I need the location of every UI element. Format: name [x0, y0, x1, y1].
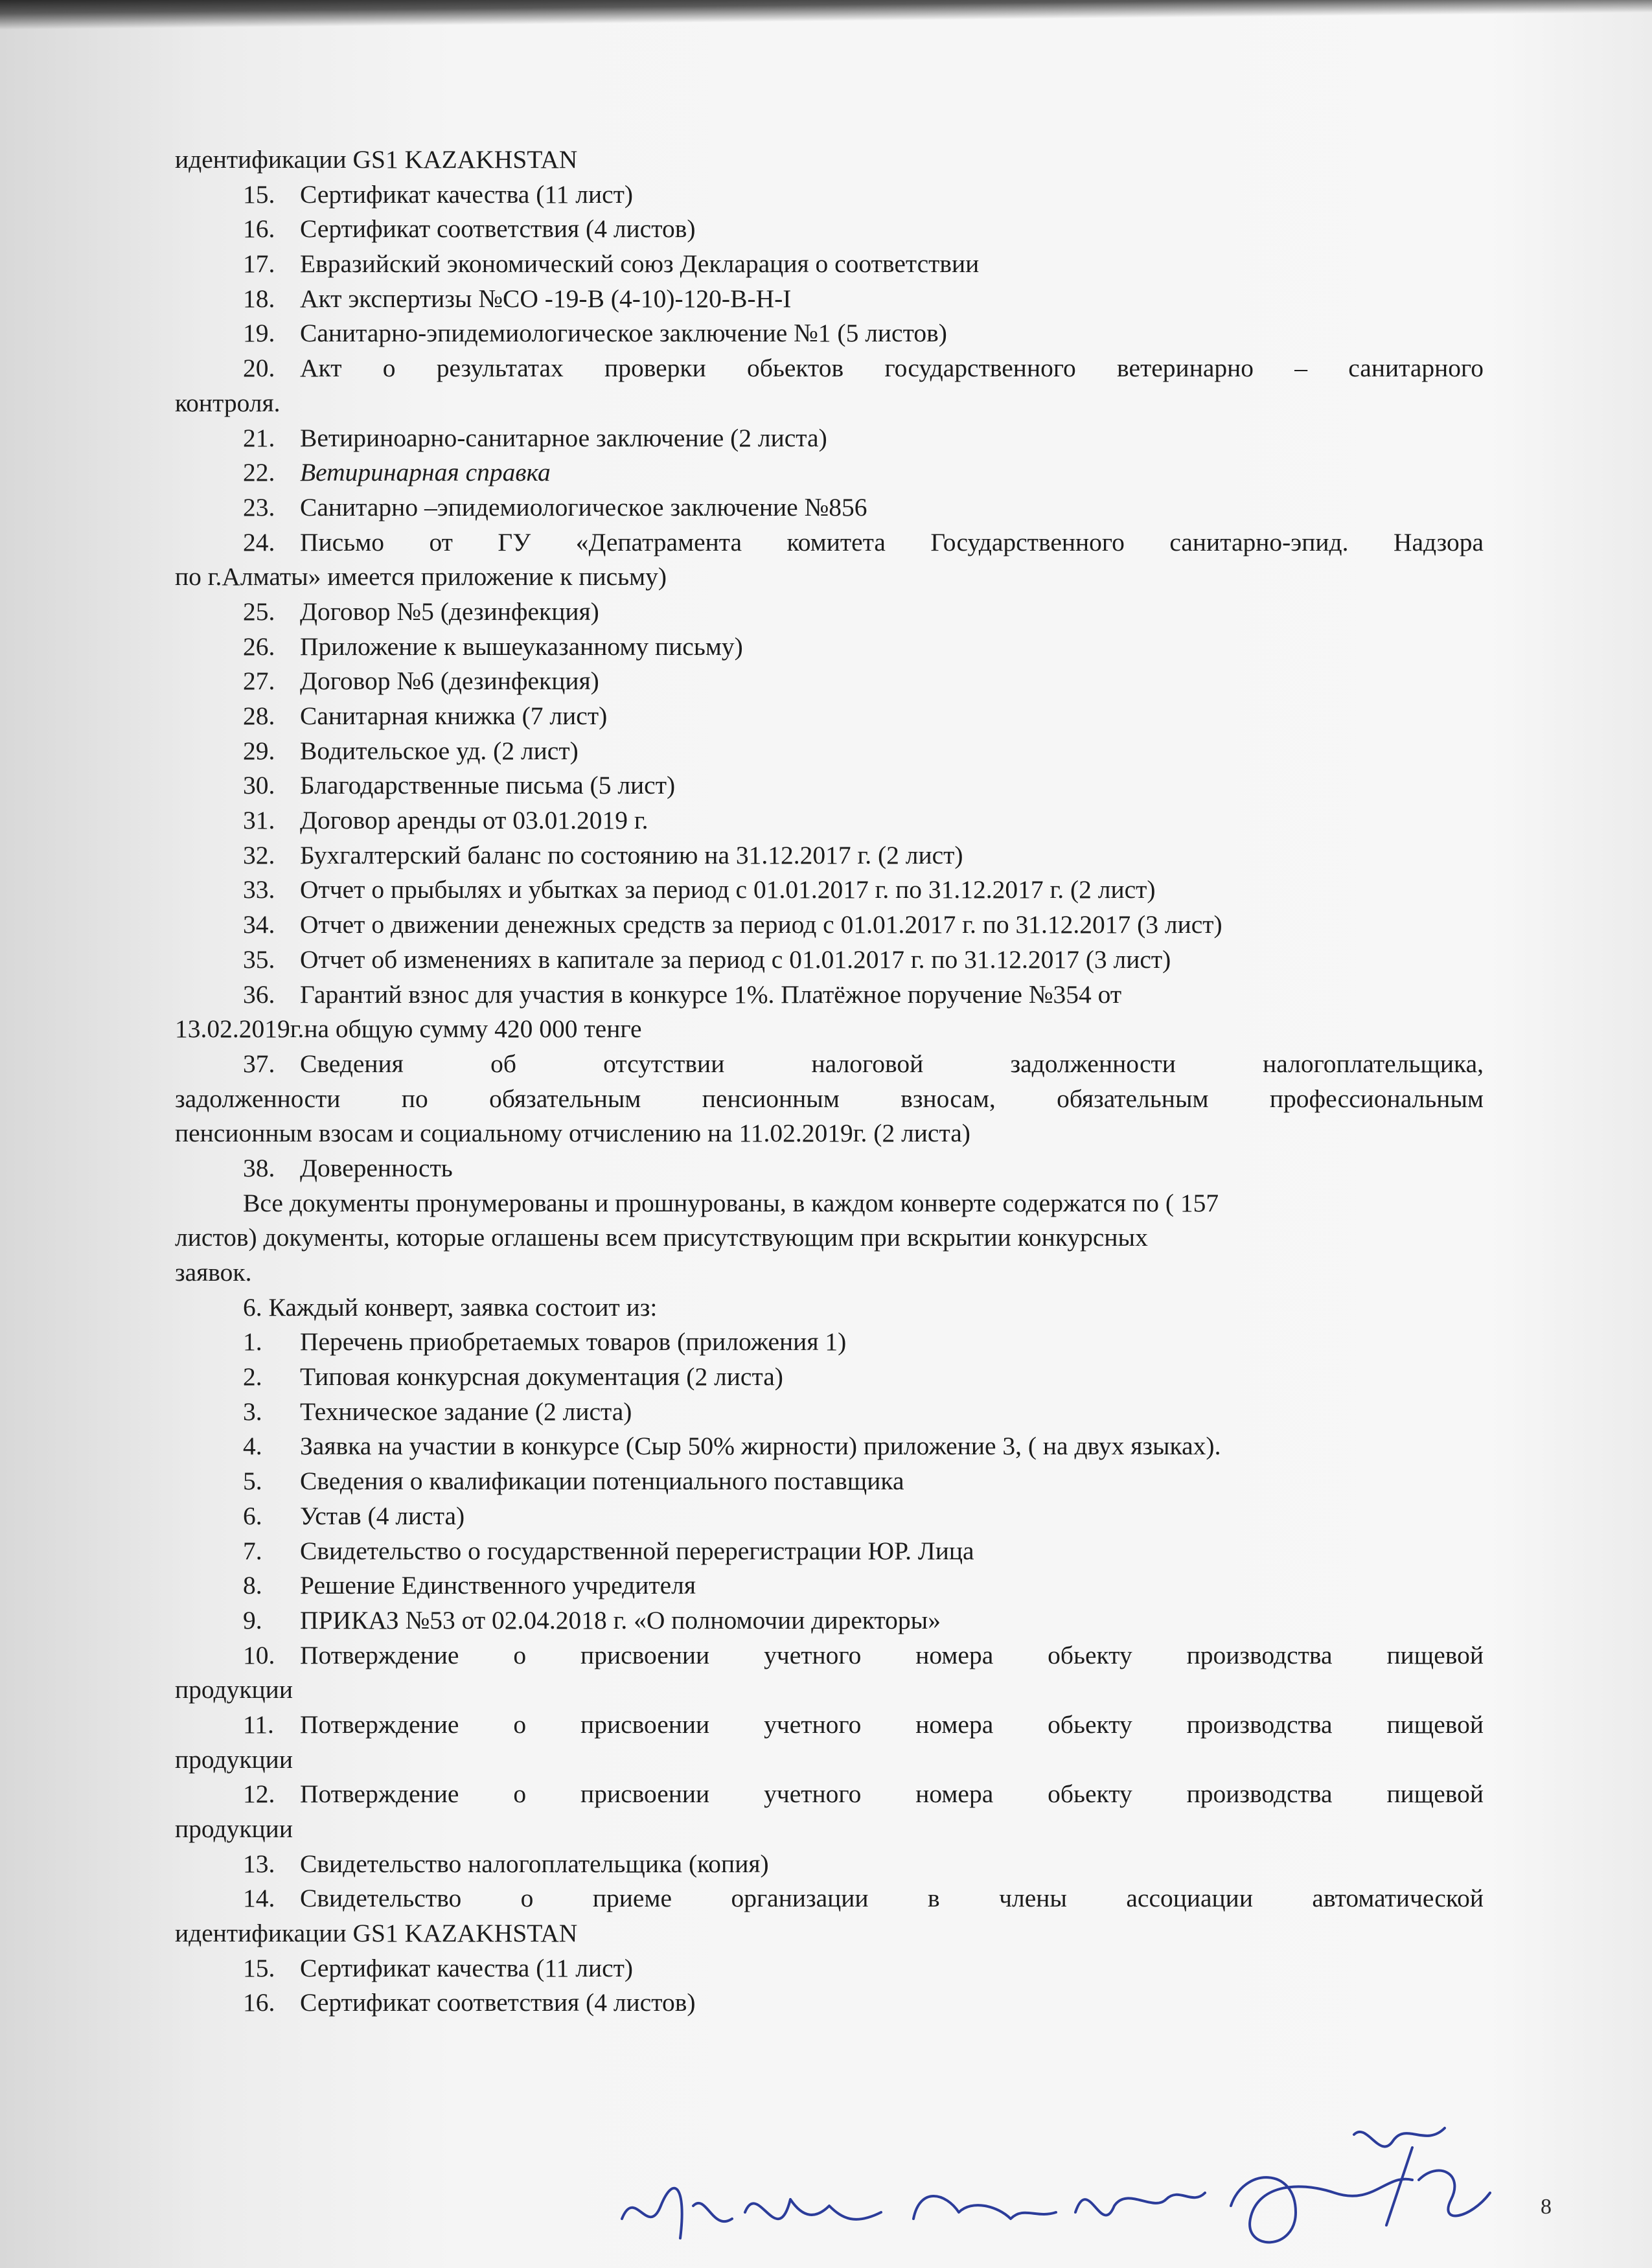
list-item [175, 490, 1484, 525]
line-text: Техническое задание (2 листа) [300, 1397, 632, 1426]
text-line [175, 560, 1484, 595]
line-text: Сертификат соответствия (4 листов) [300, 1988, 696, 2017]
item-number: 20. [243, 354, 275, 383]
document-body [175, 143, 1484, 2021]
list-item [175, 351, 1484, 386]
item-number: 9. [243, 1605, 262, 1634]
item-number: 37. [243, 1049, 275, 1078]
item-number: 33. [243, 875, 275, 904]
list-item [175, 1708, 1484, 1743]
list-item [175, 873, 1484, 908]
text-line [175, 1220, 1484, 1255]
list-item [175, 1638, 1484, 1673]
item-number: 21. [243, 423, 275, 452]
line-text: Гарантий взнос для участия в конкурсе 1%. Платёжное поручение №354 от [300, 979, 1122, 1009]
list-item [175, 1951, 1484, 1986]
line-text: Отчет о движении денежных средств за период с 01.01.2017 г. по 31.12.2017 (3 лист) [300, 910, 1222, 939]
item-number: 23. [243, 492, 275, 521]
item-number: 4. [243, 1432, 262, 1461]
list-item [175, 1360, 1484, 1395]
line-text: пенсионным взосам и социальному отчислению на 11.02.2019г. (2 листа) [175, 1119, 970, 1148]
line-text: Письмо от ГУ «Депатрамента комитета Государственного санитарно-эпид. Надзора [300, 527, 1484, 556]
line-text: Перечень приобретаемых товаров (приложения 1) [300, 1327, 847, 1357]
list-item [175, 768, 1484, 803]
line-text: по г.Алматы» имеется приложение к письму) [175, 562, 667, 591]
text-line [175, 1743, 1484, 1778]
line-text: Доверенность [300, 1153, 453, 1182]
list-item [175, 282, 1484, 317]
line-text: Устав (4 листа) [300, 1501, 465, 1530]
list-item [175, 699, 1484, 734]
item-number: 29. [243, 736, 275, 765]
list-item [175, 664, 1484, 699]
item-number: 11. [243, 1710, 274, 1739]
list-item [175, 1429, 1484, 1464]
line-text: Свидетельство о приеме организации в члены ассоциации автоматической [300, 1884, 1484, 1913]
item-number: 24. [243, 527, 275, 556]
line-text: Договор №5 (дезинфекция) [300, 597, 599, 626]
item-number: 36. [243, 979, 275, 1009]
line-text: Заявка на участии в конкурсе (Сыр 50% жирности) приложение 3, ( на двух языках). [300, 1432, 1221, 1461]
item-number: 18. [243, 284, 275, 313]
list-item [175, 1881, 1484, 1916]
item-number: 38. [243, 1153, 275, 1182]
list-item [175, 1568, 1484, 1603]
line-text: Акт о результатах проверки обьектов государственного ветеринарно – санитарного [300, 354, 1484, 383]
line-text: Потверждение о присвоении учетного номера обьекту производства пищевой [300, 1640, 1484, 1669]
list-item [175, 630, 1484, 665]
text-line [175, 386, 1484, 421]
line-text: Сертификат качества (11 лист) [300, 1953, 634, 1982]
list-item [175, 421, 1484, 456]
line-text: Сертификат качества (11 лист) [300, 179, 634, 209]
item-number: 10. [243, 1640, 275, 1669]
item-number: 26. [243, 632, 275, 661]
item-number: 27. [243, 667, 275, 696]
list-item [175, 178, 1484, 212]
list-item [175, 1534, 1484, 1569]
item-number: 6. [243, 1501, 262, 1530]
line-text: листов) документы, которые оглашены всем присутствующим при вскрытии конкурсных [175, 1223, 1148, 1252]
item-number: 16. [243, 1988, 275, 2017]
line-text: идентификации GS1 KAZAKHSTAN [175, 145, 578, 174]
list-item [175, 1603, 1484, 1638]
line-text: Свидетельство налогоплательщика (копия) [300, 1849, 769, 1878]
line-text: продукции [175, 1745, 293, 1774]
item-number: 3. [243, 1397, 262, 1426]
item-number: 17. [243, 249, 275, 279]
item-number: 19. [243, 319, 275, 348]
list-item [175, 247, 1484, 282]
text-line [175, 1255, 1484, 1290]
line-text: Акт экспертизы №СО -19-В (4-10)-120-В-Н-I [300, 284, 792, 313]
item-number: 35. [243, 945, 275, 974]
list-item [175, 1847, 1484, 1882]
line-text: контроля. [175, 388, 281, 417]
line-text: Договор аренды от 03.01.2019 г. [300, 806, 648, 835]
list-item [175, 943, 1484, 978]
list-item [175, 212, 1484, 247]
line-text: 13.02.2019г.на общую сумму 420 000 тенге [175, 1014, 642, 1044]
list-item [175, 838, 1484, 873]
page-number: 8 [1541, 2195, 1552, 2219]
line-text: ПРИКАЗ №53 от 02.04.2018 г. «О полномочии директоры» [300, 1605, 941, 1634]
list-item [175, 525, 1484, 560]
list-item [175, 1464, 1484, 1499]
item-number: 28. [243, 702, 275, 730]
item-number: 32. [243, 840, 275, 869]
line-text: Санитарно –эпидемиологическое заключение №856 [300, 492, 867, 521]
line-text: задолженности по обязательным пенсионным взносам, обязательным профессиональным [175, 1084, 1484, 1113]
text-line [175, 1673, 1484, 1708]
item-number: 14. [243, 1884, 275, 1913]
list-item [175, 455, 1484, 490]
item-number: 12. [243, 1780, 275, 1809]
line-text: Решение Единственного учредителя [300, 1571, 696, 1600]
item-number: 2. [243, 1362, 262, 1392]
list-item [175, 1986, 1484, 2021]
item-number: 1. [243, 1327, 262, 1357]
line-text: Потверждение о присвоении учетного номера обьекту производства пищевой [300, 1780, 1484, 1809]
list-item [175, 1047, 1484, 1082]
line-text: Санитарная книжка (7 лист) [300, 702, 608, 730]
line-text: продукции [175, 1675, 293, 1704]
line-text: Сертификат соответствия (4 листов) [300, 214, 696, 244]
text-line [175, 1082, 1484, 1117]
text-line [175, 1812, 1484, 1847]
list-item [175, 1151, 1484, 1186]
line-text: Потверждение о присвоении учетного номера обьекту производства пищевой [300, 1710, 1484, 1739]
item-number: 31. [243, 806, 275, 835]
line-text: Санитарно-эпидемиологическое заключение №1 (5 листов) [300, 319, 947, 348]
line-text: Договор №6 (дезинфекция) [300, 667, 599, 696]
line-text: Типовая конкурсная документация (2 листа) [300, 1362, 783, 1392]
line-text: продукции [175, 1815, 293, 1843]
line-text: Благодарственные письма (5 лист) [300, 771, 676, 800]
text-line [175, 1290, 1484, 1325]
line-text: идентификации GS1 KAZAKHSTAN [175, 1919, 578, 1948]
list-item [175, 803, 1484, 838]
item-number: 16. [243, 214, 275, 244]
list-item [175, 734, 1484, 769]
line-text: заявок. [175, 1258, 252, 1287]
line-text: Бухгалтерский баланс по состоянию на 31.12.2017 г. (2 лист) [300, 840, 963, 869]
line-text: Ветиринарная справка [300, 458, 551, 487]
item-number: 13. [243, 1849, 275, 1878]
list-item [175, 316, 1484, 351]
line-text: Приложение к вышеуказанному письму) [300, 632, 743, 661]
list-item [175, 978, 1484, 1013]
line-text: Отчет о прыбылях и убытках за период с 01.01.2017 г. по 31.12.2017 г. (2 лист) [300, 875, 1156, 904]
list-item [175, 1777, 1484, 1812]
line-text: Сведения об отсутствии налоговой задолженности налогоплательщика, [300, 1049, 1484, 1078]
item-number: 7. [243, 1536, 262, 1565]
handwritten-signatures [609, 2109, 1581, 2264]
item-number: 30. [243, 771, 275, 800]
list-item [175, 1499, 1484, 1534]
list-item [175, 595, 1484, 630]
item-number: 25. [243, 597, 275, 626]
list-item [175, 1325, 1484, 1360]
item-number: 5. [243, 1467, 262, 1496]
list-item [175, 908, 1484, 943]
item-number: 15. [243, 1953, 275, 1982]
item-number: 15. [243, 179, 275, 209]
line-text: Евразийский экономический союз Декларация о соответствии [300, 249, 980, 279]
line-text: Все документы пронумерованы и прошнурованы, в каждом конверте содержатся по ( 157 [243, 1188, 1219, 1217]
line-text: Свидетельство о государственной перерегистрации ЮР. Лица [300, 1536, 974, 1565]
text-line [175, 1012, 1484, 1047]
list-item [175, 1395, 1484, 1430]
text-line [175, 1916, 1484, 1951]
line-text: 6. Каждый конверт, заявка состоит из: [243, 1292, 658, 1322]
line-text: Отчет об изменениях в капитале за период с 01.01.2017 г. по 31.12.2017 (3 лист) [300, 945, 1171, 974]
line-text: Сведения о квалификации потенциального поставщика [300, 1467, 904, 1496]
item-number: 22. [243, 458, 275, 487]
text-line [175, 1116, 1484, 1151]
text-line [175, 1186, 1484, 1221]
item-number: 34. [243, 910, 275, 939]
item-number: 8. [243, 1571, 262, 1600]
line-text: Водительское уд. (2 лист) [300, 736, 579, 765]
text-line [175, 143, 1484, 178]
line-text: Ветириноарно-санитарное заключение (2 листа) [300, 423, 827, 452]
